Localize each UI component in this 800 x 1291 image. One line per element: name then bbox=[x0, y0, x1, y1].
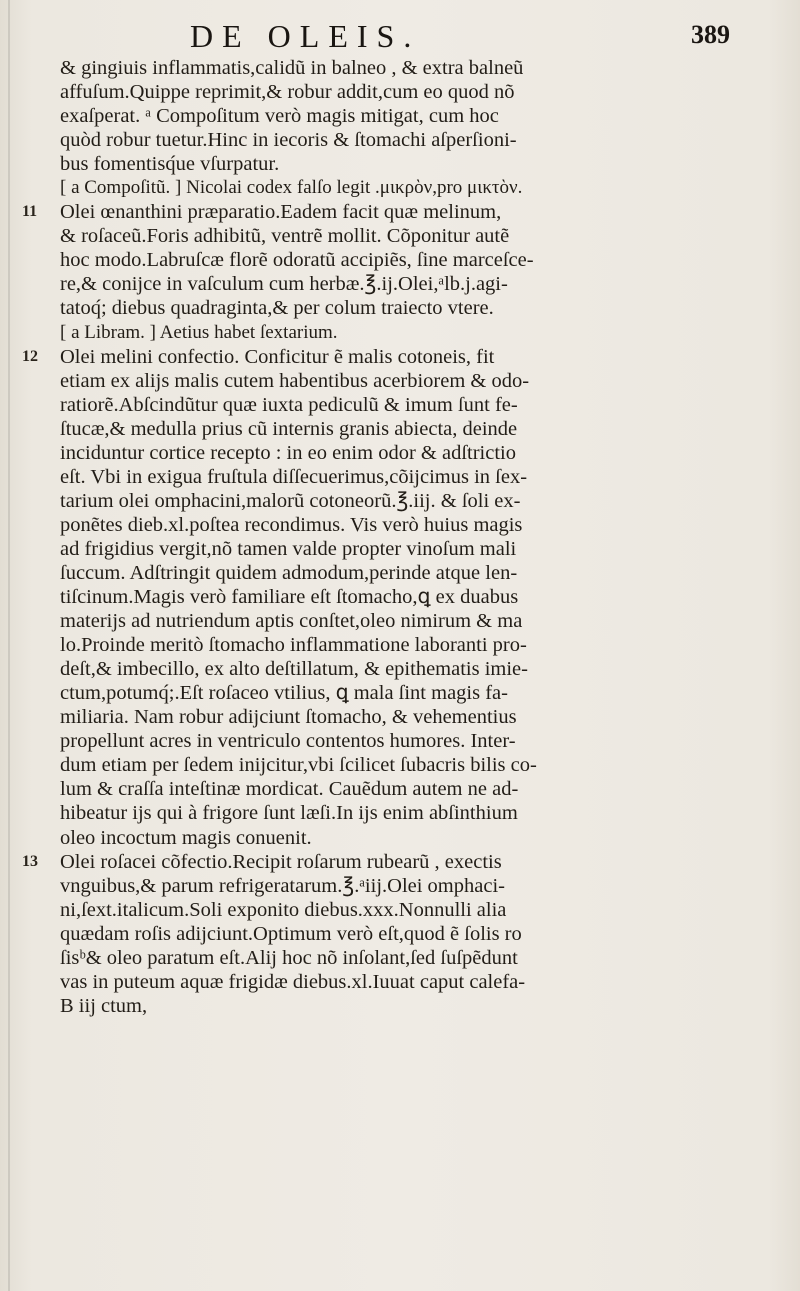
page-number: 389 bbox=[691, 20, 730, 49]
line-text: materijs ad nutriendum aptis conſtet,oleo nimirum & ma bbox=[60, 610, 523, 633]
text-line bbox=[60, 513, 772, 537]
line-text: propellunt acres in ventriculo contentos humores. Inter- bbox=[60, 730, 516, 753]
text-line bbox=[60, 296, 772, 320]
text-line bbox=[22, 345, 772, 369]
line-text: re,& conijce in vaſculum cum herbæ.℥.ij.Olei,ᵃlb.j.agi- bbox=[60, 273, 508, 296]
text-line bbox=[60, 970, 772, 994]
line-text: lo.Proinde meritò ſtomacho inflammatione laboranti pro- bbox=[60, 634, 527, 657]
body-text bbox=[22, 56, 772, 1018]
line-text: hoc modo.Labruſcæ florẽ odoratũ accipiẽs, ſine marceſce- bbox=[60, 249, 534, 272]
line-text: [ a Compoſitũ. ] Nicolai codex falſo legit .μικρὸν,pro μικτὸν. bbox=[60, 177, 523, 199]
text-line bbox=[60, 417, 772, 441]
line-text: ratiorẽ.Abſcindũtur quæ iuxta pediculũ & imum ſunt fe- bbox=[60, 393, 518, 416]
text-line bbox=[60, 801, 772, 825]
text-line bbox=[60, 272, 772, 296]
line-text: quòd robur tuetur.Hinc in iecoris & ſtomachi aſperſioni- bbox=[60, 129, 517, 152]
line-text: quædam roſis adijciunt.Optimum verò eſt,quod ẽ ſolis ro bbox=[60, 922, 522, 945]
text-line bbox=[60, 152, 772, 176]
text-line bbox=[60, 777, 772, 801]
text-line bbox=[60, 922, 772, 946]
text-line bbox=[60, 633, 772, 657]
text-line bbox=[60, 874, 772, 898]
line-text: etiam ex alijs malis cutem habentibus acerbiorem & odo- bbox=[60, 369, 530, 392]
text-line bbox=[60, 946, 772, 970]
margin-section-number: 13 bbox=[22, 852, 38, 870]
line-text: Olei roſacei cõfectio.Recipit roſarum rubearũ , exectis bbox=[60, 850, 502, 873]
text-line bbox=[60, 753, 772, 777]
running-title: DE OLEIS. bbox=[190, 18, 421, 54]
text-line bbox=[60, 729, 772, 753]
line-text: eſt. Vbi in exigua fruſtula diſſecuerimus,cõijcimus in ſex- bbox=[60, 465, 528, 488]
line-text: & roſaceũ.Foris adhibitũ, ventrẽ mollit. Cõponitur autẽ bbox=[60, 225, 510, 248]
footnote-line bbox=[60, 176, 772, 200]
line-text: dum etiam per ſedem inijcitur,vbi ſcilicet ſubacris bilis co- bbox=[60, 754, 537, 777]
text-line bbox=[60, 537, 772, 561]
text-line bbox=[60, 585, 772, 609]
text-line bbox=[22, 200, 772, 224]
line-text: B iij ctum, bbox=[60, 994, 148, 1017]
page-header bbox=[190, 18, 760, 54]
text-line bbox=[60, 657, 772, 681]
line-text: tarium olei omphacini,malorũ cotoneorũ.℥.iij. & ſoli ex- bbox=[60, 489, 521, 512]
text-line bbox=[60, 609, 772, 633]
text-line bbox=[60, 465, 772, 489]
text-line bbox=[60, 994, 772, 1018]
line-text: deſt,& imbecillo, ex alto deſtillatum, & epithematis imie- bbox=[60, 658, 528, 681]
line-text: ſtucæ,& medulla prius cũ internis granis abiecta, deinde bbox=[60, 417, 518, 440]
text-line bbox=[60, 826, 772, 850]
text-line bbox=[60, 681, 772, 705]
line-text: affuſum.Quippe reprimit,& robur addit,cum eo quod nõ bbox=[60, 81, 515, 104]
text-line bbox=[22, 850, 772, 874]
text-line bbox=[60, 441, 772, 465]
text-line bbox=[60, 561, 772, 585]
text-line bbox=[60, 393, 772, 417]
text-line bbox=[60, 898, 772, 922]
line-text: vas in puteum aquæ frigidæ diebus.xl.Iuuat caput calefa- bbox=[60, 970, 526, 993]
line-text: & gingiuis inflammatis,calidũ in balneo , & extra balneũ bbox=[60, 57, 524, 79]
line-text: ſisᵇ& oleo paratum eſt.Alij hoc nõ inſolant,ſed ſuſpẽdunt bbox=[60, 946, 518, 969]
text-line bbox=[60, 80, 772, 104]
line-text: tiſcinum.Magis verò familiare eſt ſtomacho,ꝗ ex duabus bbox=[60, 586, 519, 609]
line-text: ctum,potumq́;.Eſt roſaceo vtilius, ꝗ mala ſint magis fa- bbox=[60, 682, 508, 705]
text-line bbox=[60, 56, 772, 80]
line-text: tatoq́; diebus quadraginta,& per colum traiecto vtere. bbox=[60, 297, 494, 320]
line-text: ſuccum. Adſtringit quidem admodum,perinde atque len- bbox=[60, 561, 518, 584]
line-text: vnguibus,& parum refrigeratarum.℥.ᵃiij.Olei omphaci- bbox=[60, 874, 505, 897]
binding-fold bbox=[8, 0, 10, 1291]
text-line bbox=[60, 705, 772, 729]
text-line bbox=[60, 128, 772, 152]
line-text: ni,ſext.italicum.Soli exponito diebus.xxx.Nonnulli alia bbox=[60, 898, 507, 921]
line-text: miliaria. Nam robur adijciunt ſtomacho, & vehementius bbox=[60, 706, 517, 729]
line-text: ad frigidius vergit,nõ tamen valde propter vinoſum mali bbox=[60, 537, 517, 560]
line-text: ponẽtes dieb.xl.poſtea recondimus. Vis verò huius magis bbox=[60, 513, 523, 536]
margin-section-number: 11 bbox=[22, 203, 38, 221]
line-text: inciduntur cortice recepto : in eo enim odor & adſtrictio bbox=[60, 441, 516, 464]
line-text: lum & craſſa inteſtinæ mordicat. Cauẽdum autem ne ad- bbox=[60, 778, 519, 801]
line-text: [ a Libram. ] Aetius habet ſextarium. bbox=[60, 321, 338, 343]
line-text: exaſperat. ᵃ Compoſitum verò magis mitigat, cum hoc bbox=[60, 105, 499, 128]
text-line bbox=[60, 369, 772, 393]
margin-section-number: 12 bbox=[22, 347, 38, 365]
text-line bbox=[60, 489, 772, 513]
text-line bbox=[60, 248, 772, 272]
line-text: hibeatur ijs qui à frigore ſunt læſi.In ijs enim abſinthium bbox=[60, 802, 518, 825]
text-line bbox=[60, 224, 772, 248]
line-text: oleo incoctum magis conuenit. bbox=[60, 826, 312, 849]
line-text: bus fomentisq́ue vſurpatur. bbox=[60, 153, 280, 176]
line-text: Olei œnanthini præparatio.Eadem facit quæ melinum, bbox=[60, 201, 502, 224]
line-text: Olei melini confectio. Conficitur ẽ malis cotoneis, fit bbox=[60, 345, 495, 368]
footnote-line bbox=[60, 321, 772, 345]
text-line bbox=[60, 104, 772, 128]
